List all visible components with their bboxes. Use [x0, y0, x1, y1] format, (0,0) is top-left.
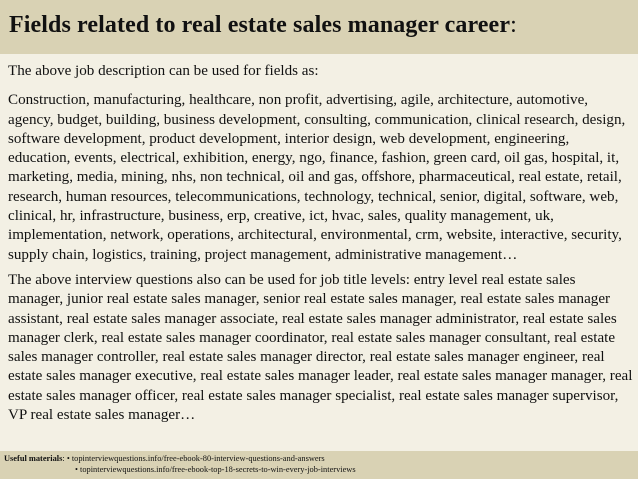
footer-link-1[interactable]: • topinterviewquestions.info/free-ebook-80-interview-questions-and-answers [66, 454, 325, 463]
footer-link-2[interactable]: • topinterviewquestions.info/free-ebook-top-18-secrets-to-win-every-job-interviews [75, 465, 356, 474]
page-title-colon: : [510, 12, 517, 38]
footer-bar [0, 451, 638, 479]
useful-materials [4, 453, 356, 475]
footer-label: Useful materials [4, 454, 63, 463]
fields-paragraph: Construction, manufacturing, healthcare, non profit, advertising, agile, architecture, automotive, agency, budget, building, business development, consulting, communication, clinical research, design, software development, product development, interior design, web development, engineering, education, events, electrical, exhibition, energy, ngo, finance, fashion, green card, oil gas, hospital, it, marketing, media, mining, nhs, non technical, oil and gas, offshore, pharmaceutical, real estate, retail, research, human resources, telecommunications, technology, technical, senior, digital, software, web, clinical, hr, infrastructure, business, erp, creative, ict, hvac, sales, quality management, uk, implementation, network, operations, architectural, environmental, crm, website, interactive, security, supply chain, logistics, training, project management, administrative management… [8, 92, 626, 263]
page-title-text: Fields related to real estate sales manager career [9, 12, 511, 38]
job-levels-paragraph: The above interview questions also can be used for job title levels: entry level real estate sales manager, junior real estate sales manager, senior real estate sales manager, real estate sales manager assistant, real estate sales manager associate, real estate sales manager administrator, real estate sales manager clerk, real estate sales manager coordinator, real estate sales manager consultant, real estate sales manager controller, real estate sales manager director, real estate sales manager engineer, real estate sales manager executive, real estate sales manager leader, real estate sales manager manager, real estate sales manager officer, real estate sales manager specialist, real estate sales manager supervisor, VP real estate sales manager… [8, 271, 633, 424]
page-title [9, 12, 517, 39]
content-body [8, 62, 634, 425]
intro-text: The above job description can be used for fields as: [8, 63, 319, 79]
title-bar [0, 0, 638, 54]
footer-separator: : [62, 454, 65, 463]
